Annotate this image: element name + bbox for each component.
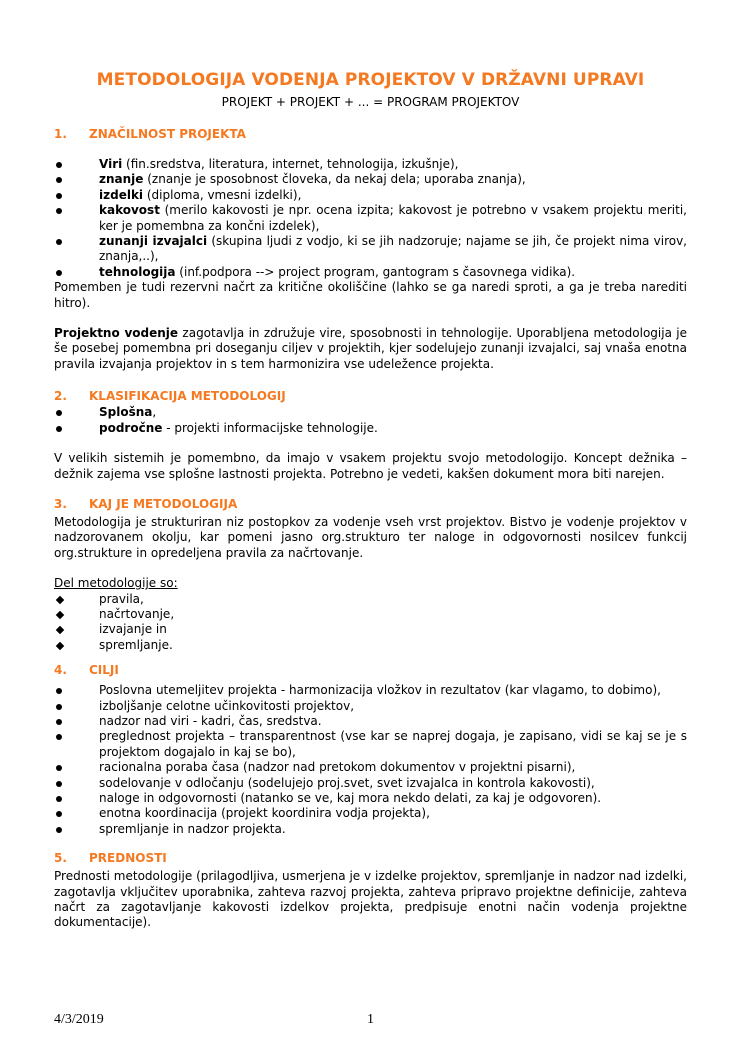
document-page: [54, 0, 687, 931]
bullet-dot-icon: [56, 239, 62, 245]
list-item: sodelovanje v odločanju (sodelujejo proj.svet, svet izvajalca in kontrola kakovosti),: [54, 776, 687, 791]
bullet-dot-icon: [56, 704, 62, 710]
bullet-dot-icon: [56, 410, 62, 416]
document-subtitle: PROJEKT + PROJEKT + ... = PROGRAM PROJEKTOV: [221, 95, 520, 109]
footer-date: 4/3/2019: [54, 1012, 104, 1027]
bullet-list-4: [54, 683, 687, 837]
list-item: naloge in odgovornosti (natanko se ve, kaj mora nekdo delati, za kaj je odgovoren).: [54, 791, 687, 806]
bullet-diamond-icon: [56, 611, 64, 619]
bullet-dot-icon: [56, 781, 62, 787]
bullet-diamond-icon: [56, 642, 64, 650]
bullet-diamond-icon: [56, 626, 64, 634]
list-item: spremljanje in nadzor projekta.: [54, 822, 687, 837]
bullet-dot-icon: [56, 811, 62, 817]
list-item: zunanji izvajalci (skupina ljudi z vodjo, ki se jih nadzoruje; najame se jih, če projekt nima virov, znanja,..),: [54, 234, 687, 265]
bullet-dot-icon: [56, 162, 62, 168]
list-item: Poslovna utemeljitev projekta - harmonizacija vložkov in rezultatov (kar vlagamo, to dobimo),: [54, 683, 687, 698]
paragraph: Prednosti metodologije (prilagodljiva, usmerjena je v izdelke projektov, spremljanje in nadzor nad izdelki, zagotavlja vključitev uporabnika, zahteva razvoj projekta, zahteva pripravo projektne definicije, zahteva načrt za zagotavljanje kakovosti izdelkov projekta, predpisuje enotni način vodenja projektne dokumentacije).: [54, 869, 687, 930]
bullet-list-1: [54, 157, 687, 280]
bullet-dot-icon: [56, 270, 62, 276]
paragraph: Metodologija je strukturiran niz postopkov za vodenje vseh vrst projektov. Bistvo je vodenje projektov v nadzorovanem okolju, kar pomeni jasno org.strukturo ter naloge in odgovornosti nosilcev funkcij org.strukture in opredeljena pravila za načrtovanje.: [54, 514, 687, 560]
bullet-dot-icon: [56, 734, 62, 740]
section-heading-5: 5. PREDNOSTI: [54, 851, 167, 866]
document-title: METODOLOGIJA VODENJA PROJEKTOV V DRŽAVNI UPRAVI: [96, 70, 645, 90]
bullet-dot-icon: [56, 796, 62, 802]
section-heading-1: 1. ZNAČILNOST PROJEKTA: [54, 127, 246, 141]
list-item: izdelki (diploma, vmesni izdelki),: [54, 188, 687, 203]
list-item: načrtovanje,: [54, 607, 687, 622]
bullet-dot-icon: [56, 765, 62, 771]
section-heading-2: 2. KLASIFIKACIJA METODOLOGIJ: [54, 389, 286, 404]
bullet-diamond-icon: [56, 595, 64, 603]
list-item: znanje (znanje je sposobnost človeka, da nekaj dela; uporaba znanja),: [54, 172, 687, 187]
paragraph: V velikih sistemih je pomembno, da imajo v vsakem projektu svojo metodologijo. Koncept dežnika – dežnik zajema vse splošne lastnosti projekta. Potrebno je vedeti, kakšen dokument mora biti narejen.: [54, 451, 687, 481]
list-item: spremljanje.: [54, 638, 687, 653]
bullet-dot-icon: [56, 426, 62, 432]
list-item: pravila,: [54, 592, 687, 607]
paragraph: Pomemben je tudi rezervni načrt za kritične okoliščine (lahko se ga naredi sproti, a ga je treba narediti hitro).: [54, 280, 687, 310]
bullet-list-2: [54, 405, 687, 436]
paragraph: Projektno vodenje zagotavlja in združuje vire, sposobnosti in tehnologije. Uporabljena metodologija je še posebej pomembna pri doseganju ciljev v projektih, kjer sodelujejo zunanji izvajalci, saj vnaša enotna pravila izvajanja projektov in s tem harmonizira vse udeležence projekta.: [54, 326, 688, 371]
list-item: Viri (fin.sredstva, literatura, internet, tehnologija, izkušnje),: [54, 157, 687, 172]
bullet-dot-icon: [56, 208, 62, 214]
list-item: izvajanje in: [54, 622, 687, 637]
diamond-list: [54, 592, 687, 654]
list-item: racionalna poraba časa (nadzor nad pretokom dokumentov v projektni pisarni),: [54, 760, 687, 775]
bullet-dot-icon: [56, 688, 62, 694]
page-number: 1: [367, 1012, 374, 1027]
list-item: področne - projekti informacijske tehnologije.: [54, 421, 687, 436]
list-title: Del metodologije so:: [54, 576, 178, 591]
list-item: preglednost projekta – transparentnost (vse kar se naprej dogaja, je zapisano, vidi se kaj se je s projektom dogajalo in kaj se bo),: [54, 729, 687, 760]
list-item: tehnologija (inf.podpora --> project program, gantogram s časovnega vidika).: [54, 265, 687, 280]
list-item: kakovost (merilo kakovosti je npr. ocena izpita; kakovost je potrebno v vsakem projektu meriti, ker je pomembna za končni izdelek),: [54, 203, 687, 234]
bullet-dot-icon: [56, 719, 62, 725]
bullet-dot-icon: [56, 193, 62, 199]
section-heading-4: 4. CILJI: [54, 663, 119, 678]
section-heading-3: 3. KAJ JE METODOLOGIJA: [54, 496, 238, 511]
list-item: enotna koordinacija (projekt koordinira vodja projekta),: [54, 806, 687, 821]
bullet-dot-icon: [56, 177, 62, 183]
list-item: izboljšanje celotne učinkovitosti projektov,: [54, 699, 687, 714]
list-item: nadzor nad viri - kadri, čas, sredstva.: [54, 714, 687, 729]
bullet-dot-icon: [56, 827, 62, 833]
list-item: Splošna,: [54, 405, 687, 420]
